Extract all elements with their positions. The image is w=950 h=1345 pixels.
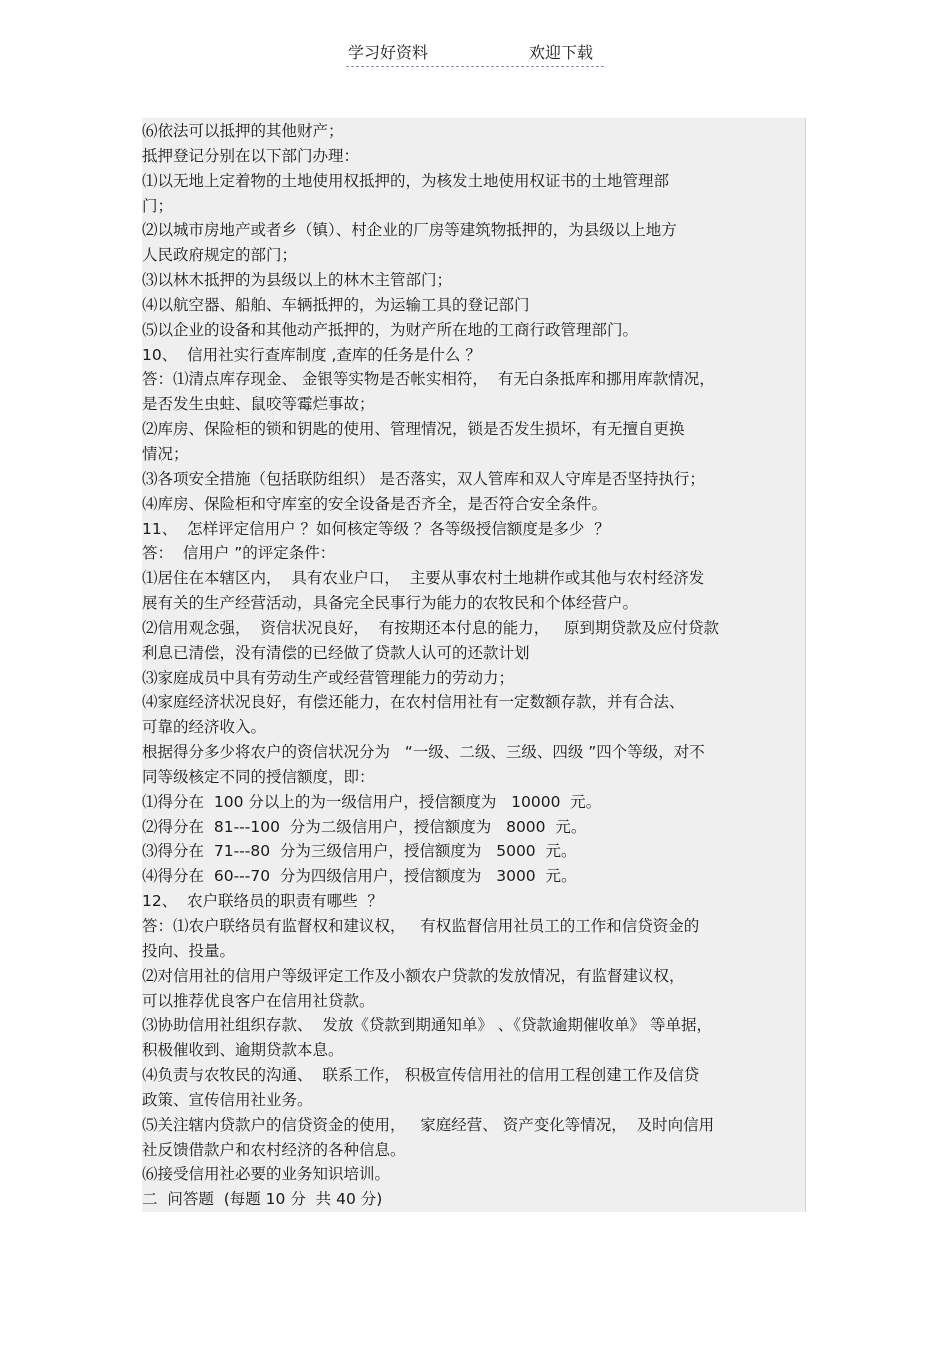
text-line: 抵押登记分别在以下部门办理：	[142, 146, 360, 165]
text-line: 答：⑴清点库存现金、 金银等实物是否帐实相符， 有无白条抵库和挪用库款情况，	[142, 370, 715, 389]
text-line: ⑸以企业的设备和其他动产抵押的，为财产所在地的工商行政管理部门。	[142, 320, 639, 339]
text-line: ⑴居住在本辖区内， 具有农业户口， 主要从事农村土地耕作或其他与农村经济发	[142, 569, 705, 588]
text-line: ⑶协助信用社组织存款、 发放《贷款到期通知单》 、《贷款逾期催收单》 等单据，	[142, 1016, 712, 1035]
text-line: ⑶以林木抵押的为县级以上的林木主管部门；	[142, 271, 453, 290]
text-line: ⑵以城市房地产或者乡（镇）、村企业的厂房等建筑物抵押的，为县级以上地方	[142, 221, 677, 240]
question-heading: 10、 信用社实行查库制度 ,查库的任务是什么 ？	[142, 345, 481, 364]
document-body	[142, 118, 806, 1212]
text-line: ⑶家庭成员中具有劳动生产或经营管理能力的劳动力；	[142, 668, 515, 687]
text-line: 可靠的经济收入。	[142, 718, 267, 737]
text-line: 门；	[142, 196, 174, 215]
text-line: 社反馈借款户和农村经济的各种信息。	[142, 1140, 406, 1159]
text-line: ⑷家庭经济状况良好，有偿还能力，在农村信用社有一定数额存款，并有合法、	[142, 693, 685, 712]
text-line: 积极催收到、逾期贷款本息。	[142, 1041, 344, 1060]
text-line: 投向、投量。	[142, 941, 236, 960]
text-line: ⑵对信用社的信用户等级评定工作及小额农户贷款的发放情况，有监督建议权，	[142, 966, 685, 985]
text-line: 根据得分多少将农户的资信状况分为 “一级、二级、三级、四级 ”四个等级，对不	[142, 743, 705, 762]
text-line: ⑹接受信用社必要的业务知识培训。	[142, 1165, 391, 1184]
text-line: ⑷库房、保险柜和守库室的安全设备是否齐全，是否符合安全条件。	[142, 494, 608, 513]
text-line: ⑷以航空器、船舶、车辆抵押的，为运输工具的登记部门	[142, 295, 530, 314]
text-line: ⑴以无地上定着物的土地使用权抵押的，为核发土地使用权证书的土地管理部	[142, 171, 670, 190]
text-line: 人民政府规定的部门；	[142, 246, 298, 265]
text-line: 可以推荐优良客户在信用社贷款。	[142, 991, 375, 1010]
text-line: ⑸关注辖内贷款户的信贷资金的使用， 家庭经营、 资产变化等情况， 及时向信用	[142, 1115, 715, 1134]
question-heading: 11、 怎样评定信用户 ？如何核定等级 ？各等级授信额度是多少 ？	[142, 519, 610, 538]
text-line: ⑵库房、保险柜的锁和钥匙的使用、管理情况，锁是否发生损坏，有无擅自更换	[142, 420, 685, 439]
text-line: 情况；	[142, 444, 189, 463]
text-line: ⑴得分在 100 分以上的为一级信用户，授信额度为 10000 元。	[142, 792, 602, 811]
text-line: ⑷负责与农牧民的沟通、 联系工作， 积极宣传信用社的信用工程创建工作及信贷	[142, 1066, 700, 1085]
text-line: 同等级核定不同的授信额度，即：	[142, 767, 375, 786]
text-line: 利息已清偿，没有清偿的已经做了贷款人认可的还款计划	[142, 643, 530, 662]
header-right-text: 欢迎下载	[529, 43, 594, 62]
text-line: 是否发生虫蛀、鼠咬等霉烂事故；	[142, 395, 375, 414]
text-line: 政策、宣传信用社业务。	[142, 1090, 313, 1109]
header-left-text: 学习好资料	[348, 43, 429, 62]
text-line: ⑷得分在 60---70 分为四级信用户，授信额度为 3000 元。	[142, 867, 577, 886]
section-heading: 二 问答题 (每题 10 分 共 40 分)	[142, 1190, 383, 1209]
text-line: ⑶各项安全措施（包括联防组织） 是否落实，双人管库和双人守库是否坚持执行；	[142, 469, 705, 488]
page-header	[346, 42, 604, 67]
text-line: 答： 信用户 ”的评定条件：	[142, 544, 336, 563]
text-line: ⑵得分在 81---100 分为二级信用户，授信额度为 8000 元。	[142, 817, 587, 836]
question-heading: 12、 农户联络员的职责有哪些 ？	[142, 892, 383, 911]
text-line: ⑶得分在 71---80 分为三级信用户，授信额度为 5000 元。	[142, 842, 577, 861]
text-line: ⑵信用观念强， 资信状况良好， 有按期还本付息的能力， 原到期贷款及应付贷款	[142, 618, 719, 637]
text-line: 答：⑴农户联络员有监督权和建议权， 有权监督信用社员工的工作和信贷资金的	[142, 917, 700, 935]
text-line: 展有关的生产经营活动，具备完全民事行为能力的农牧民和个体经营户。	[142, 594, 639, 613]
text-line: ⑹依法可以抵押的其他财产；	[142, 122, 344, 140]
